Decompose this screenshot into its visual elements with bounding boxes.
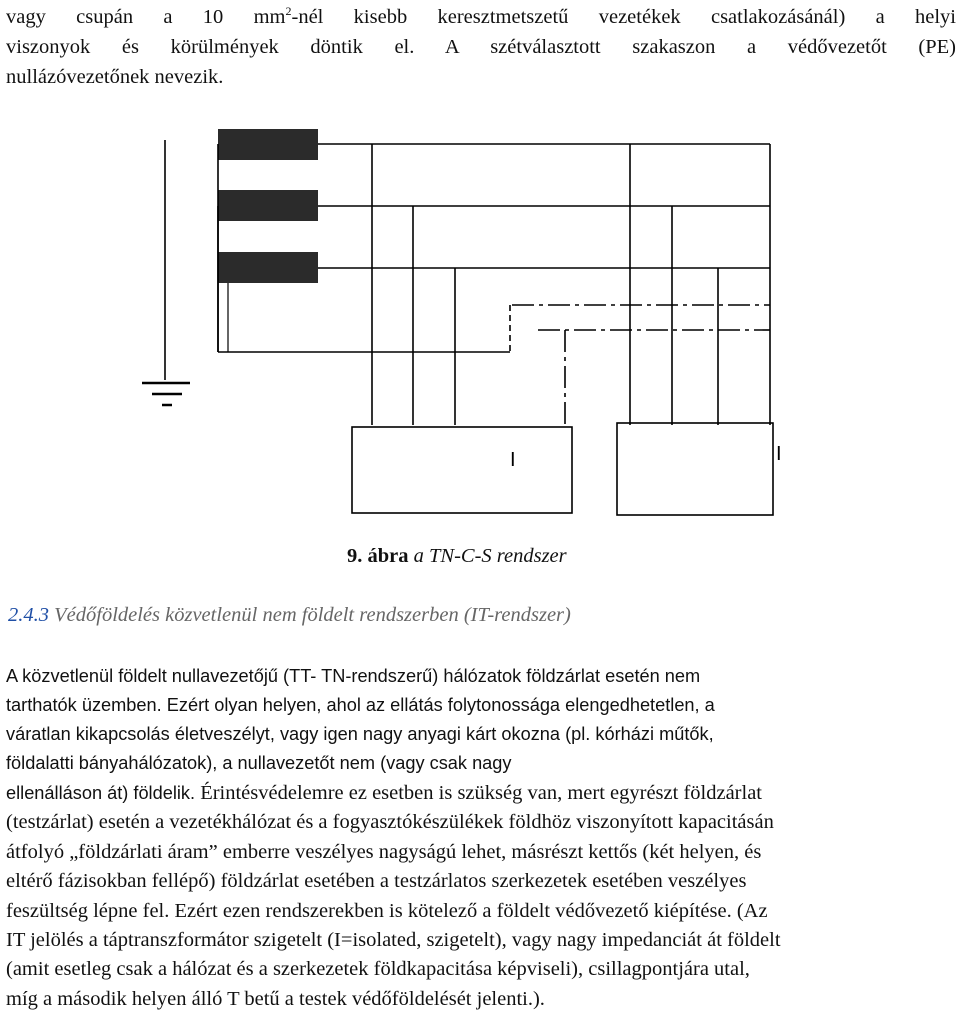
body-line: míg a második helyen álló T betű a testek védőföldelését jelenti.). [6, 987, 545, 1010]
section-title: Védőföldelés közvetlenül nem földelt rendszerben (IT-rendszer) [49, 604, 571, 626]
consumer-2-label: I [776, 443, 782, 465]
consumer-box-1 [352, 427, 572, 513]
body-line: feszültség lépne fel. Ezért ezen rendszerekben is kötelező a földelt védővezető kiépítése. (Az [6, 899, 768, 922]
coil-1 [218, 129, 318, 160]
consumer-1-label: I [510, 449, 516, 471]
body-line: (testzárlat) esetén a vezetékhálózat és a fogyasztókészülékek földhöz viszonyított kapacitásán [6, 811, 774, 834]
body-line: eltérő fázisokban fellépő) földzárlat esetében a testzárlatos szerkezetek esetében veszélyes [6, 870, 747, 893]
coil-3 [218, 252, 318, 283]
section-heading [8, 604, 571, 627]
figure-number: 9. ábra [347, 545, 409, 567]
superscript: 2 [285, 4, 292, 19]
body-paragraph-sans [6, 662, 906, 778]
body-line: átfolyó „földzárlati áram” emberre veszélyes nagyságú lehet, másrészt kettős (két helyen, és [6, 840, 762, 863]
top-paragraph-line-2: viszonyok és körülmények döntik el. A szétválasztott szakaszon a védővezetőt (PE) [6, 36, 956, 58]
top-paragraph-line-1: vagy csupán a 10 $mm^2$-nél kisebb keresztmetszetű vezetékek csatlakozásánál) a helyi [6, 4, 956, 28]
body-paragraph-serif [6, 779, 956, 1014]
body-line: IT jelölés a táptranszformátor szigetelt (I=isolated, szigetelt), vagy nagy impedanciát át földelt [6, 928, 781, 951]
body-line: tarthatók üzemben. Ezért olyan helyen, ahol az ellátás folytonossága elengedhetetlen, a [6, 695, 715, 715]
body-line: ellenálláson át) földelik. Érintésvédelemre ez esetben is szükség van, mert egyrészt földzárlat [6, 782, 762, 804]
coil-2 [218, 190, 318, 221]
body-line: (amit esetleg csak a hálózat és a szerkezetek földkapacitása képviseli), csillagpontjára utal, [6, 958, 750, 981]
body-line: A közvetlenül földelt nullavezetőjű (TT- TN-rendszerű) hálózatok földzárlat esetén nem [6, 666, 701, 686]
figure-title: a TN-C-S rendszer [408, 545, 567, 567]
top-paragraph-line-3: nullázóvezetőnek nevezik. [6, 66, 224, 88]
tn-c-s-diagram [0, 120, 960, 530]
body-line: váratlan kikapcsolás életveszélyt, vagy igen nagy anyagi kárt okozna (pl. kórházi műtők, [6, 724, 714, 744]
consumer-box-2 [617, 423, 773, 515]
figure-caption [347, 545, 567, 568]
body-line: földalatti bányahálózatok), a nullavezetőt nem (vagy csak nagy [6, 753, 512, 773]
top-paragraph [6, 2, 956, 92]
section-number: 2.4.3 [8, 604, 49, 626]
